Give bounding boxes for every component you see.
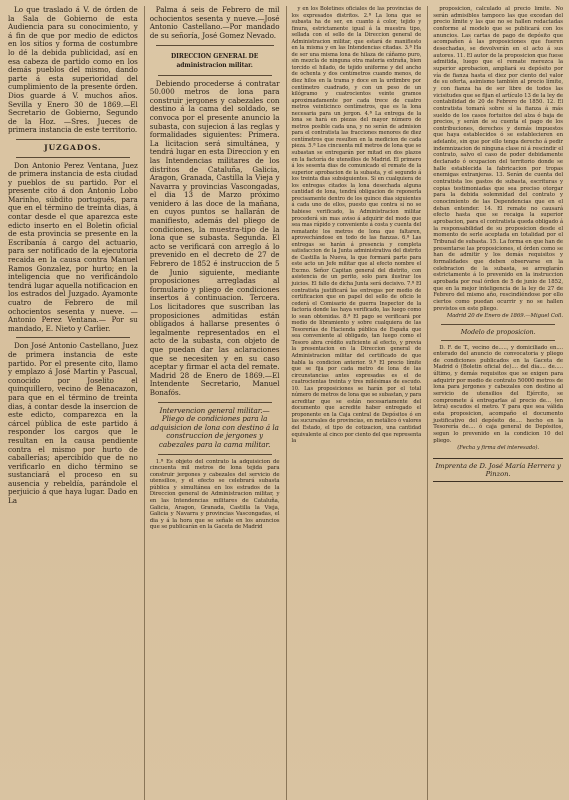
signature: Madrid 20 de Enero de 1869.—Miguel Coll. [446, 313, 563, 320]
divider [16, 157, 130, 158]
column-2 [144, 6, 280, 800]
signature-note: (Fecha y firma del interesado). [457, 445, 540, 452]
section-heading-direccion: DIRECCION GENERAL DE administracion militar. [171, 53, 259, 69]
conditions-2-10: y en los Boletines oficiales de las provincias de los expresados distritos. 2.ª La lona que se subasta ha de ser, en cuanto á color, tejido y finura, estrictamente igual á la muestra tipo, sellada con el sello de la Direccion general de Administracion militar, que estará de manifiesto en la misma y en las Intendencias citadas. 3.ª Ha de ser una misma lona de hilaza de cáñamo puro, sin mezcla de ninguna otra materia extraña, bien torcido el hilado, de tejido uniforme y del ancho de ochenta y dos centímetros cuando menos, de diez hilos en la trama y doce en la urdimbre por centímetro cuadrado, y con un peso de un kilógramo y cuatrocientos veinte gramos aproximadamente por cada trece de cuatro metros veinticinco centímetros, que es la lona necesaria para un jergon. 4.ª La entrega de la lona se hará en piezas del mayor número de metros posible cada una, y no serán de admision para el contratista las fracciones menores de diez centímetros que resulten en la medicion de cada pieza. 5.ª Los cincuenta mil metros de lona que se subastan se entregarán por mitad en dos plazos en la factoría de utensilios de Madrid. El primero á los sesenta dias de comunicado el remate de la superior aprobacion de la subasta, y el segundo á los treinta dias subsiguientes. Si en cualquiera de los entregas citados la lona desechada alguna cantidad de lona, tendrá obligacion de reponerla precisamente dentro de los quince dias siguientes á cada uno de ellos, puesto que contra sí no se habiese verificado, la Administracion militar procederá sin mas aviso á adquirir del modo que sea mas rápido y conveniente á costa y cuenta del rematante los metros de lona que faltaren, aprovechándose en todo de las fianzas. 6.ª Las entregas se harán á presencia y completa satisfaccion de la Junta administrativa del distrito de Castilla la Nueva, la que formará parte para este acto un Jefe militar que al efecto nombre el Excmo. Señor Capitan general del distrito, con asistencia de un perito, solo para ilustrar los juicios. El fallo de dicha Junta será decisivo. 7.ª El contratista justificará las entregas por medio de certificacion que en papel del sello de oficio le cederá el Comisario de guerra Inspector de la factoría donde las haya verificado, las luego como lo sean obtenidas. 8.ª El pago se verificará por medio de libramiento y sobre cualquiera de las Tesorerías de Hacienda pública de España que sea conveniente al obligado, tan luego como el Tesoro abra crédito suficiente al efecto, y previa la presentacion en la Direccion general de Administracion militar del certificado de que habla la condicion anterior. 9.ª El precio límite que se fija por cada metro de lona de las circunstancias antes expresadas es el de cuatrocientas treinta y tres milésimas de escudo. 10. Las proposiciones se harán por el total número de metros de lona que se subastan, y para acreditar que se están necesariamente del documento que acredite haber entregado el proponente en la Caja central de Depósitos ó en las sucursales de provincias, en metálico ó valores del Estado, el tipo de cotizacion, una cantidad equivalente al cinco por ciento del que representa la [291, 6, 422, 445]
divider [16, 337, 130, 338]
official-letter: Lo que traslado á V. de órden de la Sala de Gobierno de esta Audiencia para su conocimiento, y á fin de que por medio de edictos en los sitios y forma de costumbre lo dé la debida publicidad, así en esa cabeza de partido como en los demás pueblos del mismo, dando parte á esta superioridad del cumplimiento de la presente órden. Dios guarde á V. muchos años. Sevilla y Enero 30 de 1869.—El Secretario de Gobierno, Segundo de la Hoz. —Sres. Jueces de primera instancia de este territorio. [8, 6, 138, 135]
divider [16, 139, 130, 140]
model-title: Modelo de proposicion. [460, 327, 536, 336]
column-4 [427, 6, 563, 800]
divider [158, 75, 272, 76]
edict-la-palma: Don José Antonio Castellano, Juez de primera instancia de este partido. Por el presente cito, llamo y emplazo á José Martin y Pascual, conocido por Joselito el quinquillero, vecino de Benacazon, para que en el término de treinta dias, á contar desde la insercion de este edicto, comparezca en la cárcel pública de este partido á responder los cargos que le resultan en la causa pendiente contra el mismo por hurto de caballerías; apercibido que de no verificarlo en dicho término se sustanciará el proceso en su ausencia y rebeldía, parándole el perjuicio á que haya lugar. Dado en La [8, 341, 138, 506]
column-3 [286, 6, 422, 800]
subasta-announcement: Debiendo procederse á contratar 50.000 metros de lona para construir jergones y cabezales con destino á la cama del soldado, se convoca por el presente anuncio la subasta, con sujecion á las reglas y formalidades siguientes: Primera. La licitacion será simultánea, y tendrá lugar en esta Direccion y en las Intendencias militares de los distritos de Cataluña, Galicia, Aragon, Granada, Castilla la Vieja y Navarra y provincias Vascongadas, el dia 13 de Marzo próximo venidero á las doce de la mañana, en cuyos puntos se hallarán de manifiesto, además del pliego de condiciones, la muestra-tipo de la lona que se subasta. Segunda. El acto se verificará con arreglo á lo prevenido en el decreto de 27 de Febrero de 1852 é instruccion de 5 de Junio siguiente, mediante proposiciones arregladas al formulario y pliego de condiciones insertos á continuacion. Tercera. Los licitadores que suscriban las proposiciones admitidas están obligados á hallarse presentes ó legalmente representados en el acto de la subasta, con objeto de que puedan dar las aclaraciones que se necesiten y en su caso aceptar y firmar el acta del remate. Madrid 28 de Enero de 1869.—El Intendente Secretario, Manuel Bonafós. [149, 78, 280, 397]
divider [156, 45, 274, 48]
model-body: D. F. de T., vecino de....., y domiciliado en.... enterado del anuncio de convocatoria y pliego de condiciones publicados en la Gaceta de Madrid ó (Boletin oficial de).... del dia.... de..... último, y demás requisitos que se exigen para adquirir por medio de contrato 50000 metros de lona para jergones y cabezales con destino al servicio de utensilios del Ejército, se compromete á entregarlas al precio de... (en letra) escudos el metro. Y para que sea válida esta proposicion, acompaño el documento justificativo del depósito de.... hecho en la Tesorería de.... ó caja general de Depósitos, segun lo prevenido en la condicion 10 del pliego. [433, 344, 563, 444]
column-1 [8, 6, 138, 800]
printer-imprint: Imprenta de D. José María Herrera y Pinzon. [433, 458, 563, 482]
divider [158, 454, 272, 455]
pliego-title: Intervencion general militar.— Pliego de condiciones para la adquisicion de lona con destino á la construccion de jergones y cabezales para la cama militar. [150, 405, 279, 449]
condition-1: 1.ª Es objeto del contrato la adquisicion de cincuenta mil metros de lona tejida para construir jergones y cabezales del servicio de utensilios, y el efecto se celebrará subasta pública y simultánea en los estrados de la Direccion general de Administracion militar, y en las Intendencias militares de Cataluña, Galicia, Aragon, Granada, Castilla la Vieja, Galicia y Navarra y provincias Vascongadas, el dia y á la hora que se señale en los anuncios que se publicarán en la Gaceta de Madrid [149, 458, 280, 531]
section-heading-juzgados: JUZGADOS. [44, 142, 102, 152]
divider [441, 324, 555, 325]
divider [441, 340, 555, 341]
edict-ayamonte: Don Antonio Perez Ventana, Juez de primera instancia de esta ciudad y pueblos de su partido. Por el presente cito á don Antonio Lobo Marinho, súbdito portugués, para que en el término de treinta dias, á contar desde el que aparezca este edicto inserto en el Boletin oficial de esta provincia se presente en la Escribanía á cargo del actuario, para ser notificado de la ejecutoria recaida en la causa contra Manuel Ramos Gonzalez, por hurto; en la inteligencia que no verificándolo tendrá lugar aquella notificacion en los estrados del Juzgado. Ayamonte cuatro de Febrero de mil ochocientos sesenta y nueve. —Antonio Perez Ventana.— Por su mandado, E. Nieto y Carlier. [8, 160, 138, 333]
divider [158, 402, 272, 403]
edict-la-palma-end: Palma á seis de Febrero de mil ochocientos sesenta y nueve.—José Antonio Castellano.—Por mandado de su señoría, José Gomez Nevado. [149, 6, 280, 40]
conditions-11-15: proposicion, calculado al precio límite. No serán admisibles tampoco las que excedan del precio límite y las que no se hallen redactadas conforme al modelo que se publicará con los anuncios. Las cartas de pago de depósito que acompañen á las proposiciones que fueren desechadas, se devolverán en el acto á sus autores. 11. El autor de la proposicion que fuese admitida, luego que el remate merezca la superior aprobacion, ampliará su depósito por vía de fianza hasta el diez por ciento del valor de su oferta, asimismo también al precio límite, y con fianza ha de ser libre de todos las vicisitudes que se fijan el artículo 13 de la ley de contabilidad de 20 de Febrero de 1850. 12. El contratista tomará sobre sí la fianza á más sueldo de los casos fortuitos del alza ó baja de precios, y serán de su cuenta el pago de los contribuciones, derechos y demás impuestos que haya establecidos ó se establecieren en adelante, sin que por ello tenga derecho á pedir indemnizacion de ninguna clase ni á rescindir el contrato, salvo el caso de poder debidamente declarado ó ocupacion del territorio donde se halle establecida la fabricacion por tropas enemigas extranjeras. 13. Serán de cuenta del contratista los gastos de subasta, escrituras y copias testimoniadas que sea preciso otorgar para la debida solemnidad del contrato y conocimiento de las Dependencias que en el deban entender. 14. El remate no causará efecto hasta que se recaiga la superior aprobacion, para el contratista queda obligado á la responsabilidad de su proposicion desde el momento de serle aceptada en totalidad por el Tribunal de subasta. 15. La forma en que han de presentarse las proposiciones, el órden como se han de admitir y los demás requisitos y formalidades que deben observarse en la celebracion de la subasta, se arreglarán estrictamente á lo prevenido en la instruccion aprobada por real órden de 5 de junio de 1852, que en la mejor inteligencia de la ley de 27 de Febrero del mismo año, rescindiéndose por ello ciertos como puedan ocurrir y no se hallen previstos en este pliego. [433, 6, 563, 312]
